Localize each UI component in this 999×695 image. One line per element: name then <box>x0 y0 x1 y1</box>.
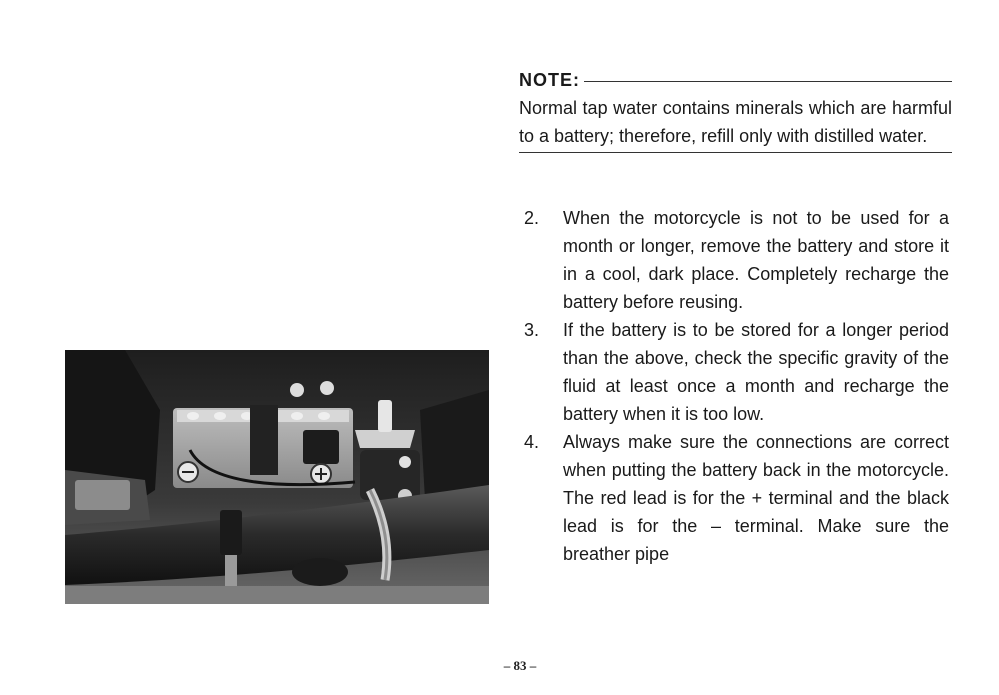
note-text: Normal tap water contains minerals which are harmful to a battery; therefore, refill only with distilled water. <box>519 98 952 146</box>
note-bottom-rule <box>519 152 952 153</box>
list-item <box>524 428 949 568</box>
list-item <box>524 316 949 428</box>
instruction-list <box>524 204 949 568</box>
step-text: Always make sure the connections are correct when putting the battery back in the motorcycle. The red lead is for the + terminal and the black lead is for the – terminal. Make sure the breather pipe <box>563 432 949 564</box>
battery-photo <box>65 350 489 604</box>
note-box <box>519 70 952 153</box>
note-top-rule <box>584 81 952 82</box>
list-item <box>524 204 949 316</box>
step-text: When the motorcycle is not to be used for a month or longer, remove the battery and store it in a cool, dark place. Completely recharge the battery before reusing. <box>563 208 949 312</box>
step-number: 3. <box>524 320 540 340</box>
note-header <box>519 70 952 91</box>
note-title: NOTE: <box>519 70 580 90</box>
step-text: If the battery is to be stored for a longer period than the above, check the specific gravity of the fluid at least once a month and recharge the battery when it is too low. <box>563 320 949 424</box>
step-number: 2. <box>524 208 540 228</box>
step-number: 4. <box>524 432 540 452</box>
battery-photo-illustration <box>65 350 489 604</box>
page-number: – 83 – <box>503 658 537 673</box>
